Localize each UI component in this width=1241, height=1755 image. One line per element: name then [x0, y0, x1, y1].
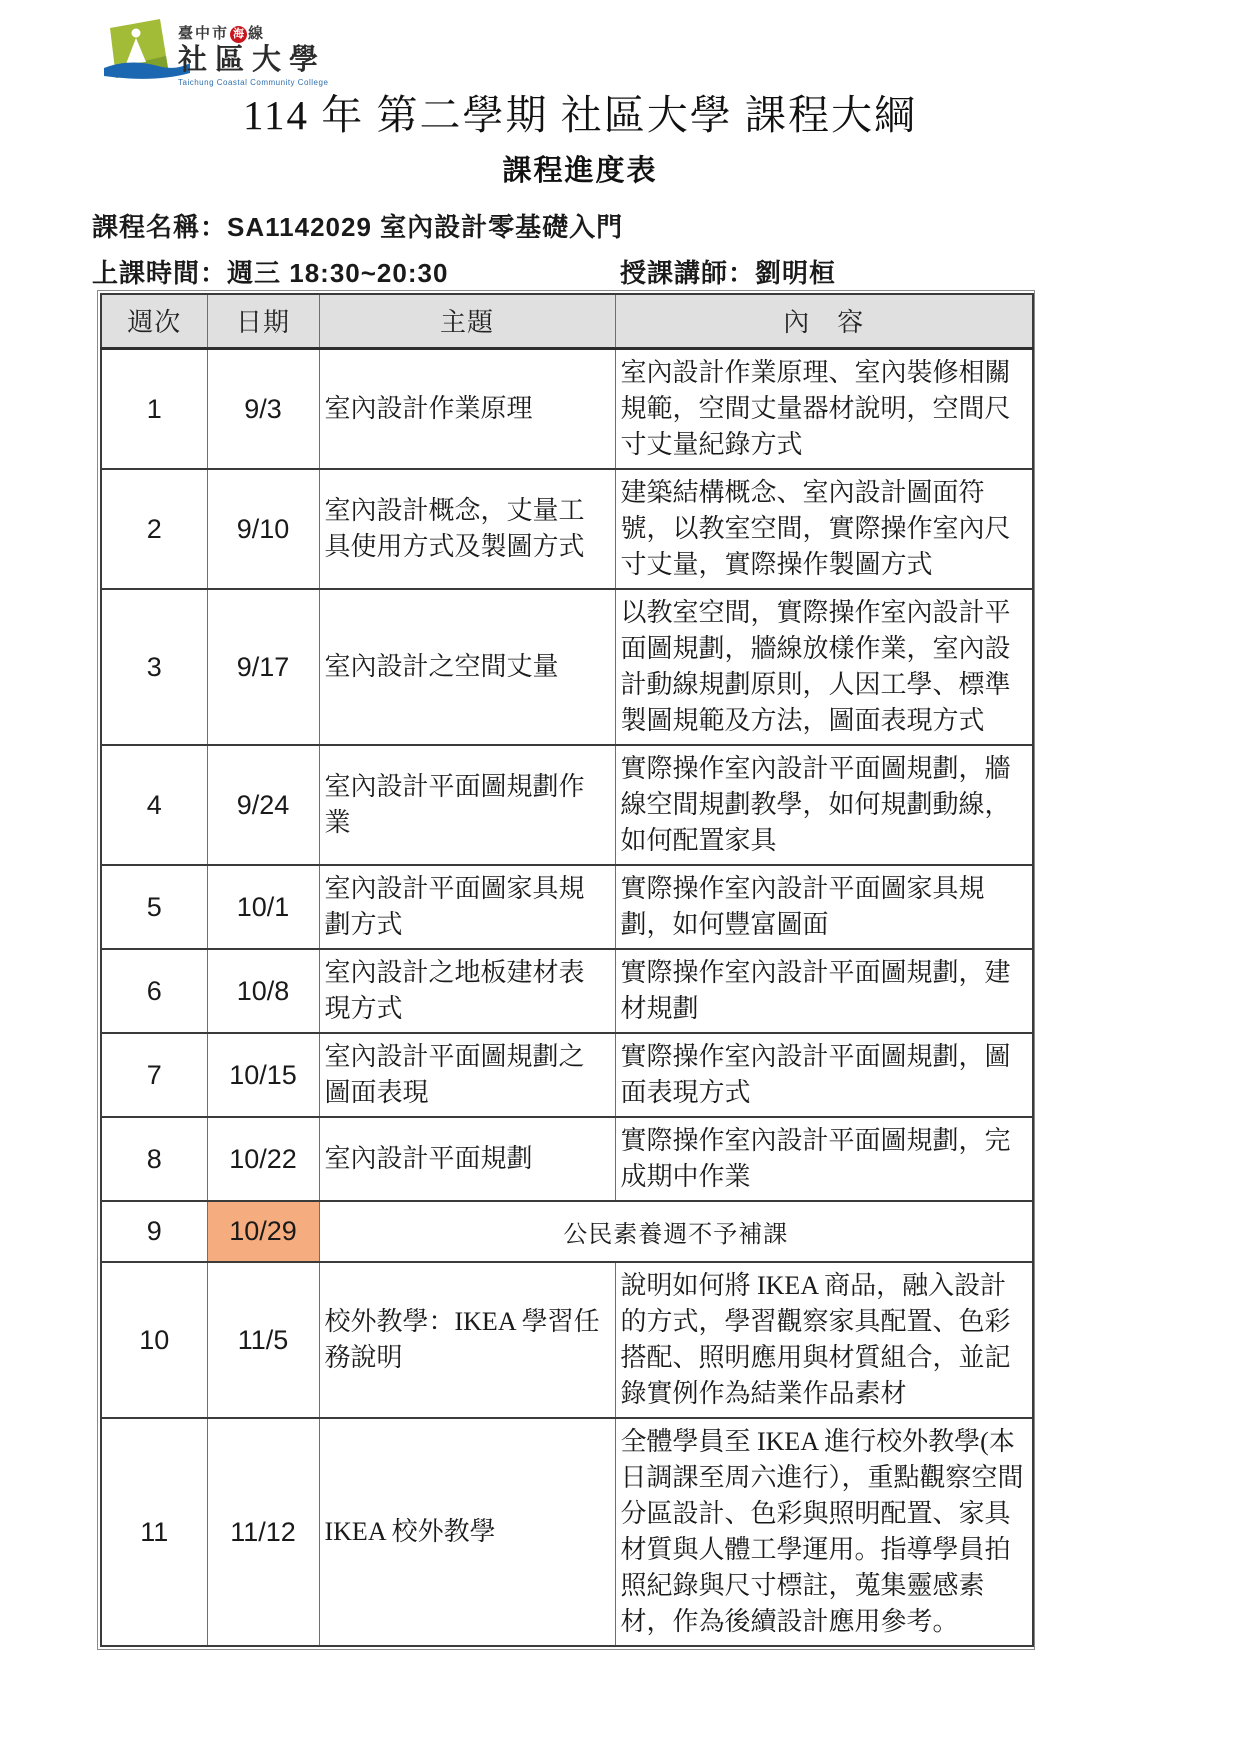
- week-cell: 9: [101, 1201, 207, 1262]
- schedule-table: [97, 290, 1035, 1650]
- instructor: 授課講師：劉明桓: [620, 258, 837, 288]
- table-row: [101, 1117, 1033, 1201]
- date-cell: 9/17: [207, 589, 319, 745]
- table-row: [101, 349, 1033, 470]
- content-cell: 實際操作室內設計平面圖家具規劃，如何豐富圖面: [615, 865, 1033, 949]
- date-cell: 10/15: [207, 1033, 319, 1117]
- table-row: [101, 745, 1033, 865]
- school-region: 臺中市 海 線: [178, 26, 266, 43]
- class-time: 上課時間：週三 18:30~20:30: [92, 258, 449, 288]
- table-row: [101, 1201, 1033, 1262]
- week-cell: 10: [101, 1262, 207, 1418]
- table-row: [101, 589, 1033, 745]
- week-cell: 1: [146, 393, 162, 424]
- week-cell: 6: [101, 949, 207, 1033]
- school-logo: [102, 16, 328, 92]
- topic-cell: 室內設計之空間丈量: [319, 589, 615, 745]
- week-cell: 7: [101, 1033, 207, 1117]
- topic-cell: 室內設計之地板建材表現方式: [319, 949, 615, 1033]
- header-date: 日期: [207, 294, 319, 349]
- course-name-line: [92, 207, 623, 244]
- topic-cell: 室內設計概念，丈量工具使用方式及製圖方式: [319, 469, 615, 589]
- content-cell: 實際操作室內設計平面圖規劃，牆線空間規劃教學，如何規劃動線，如何配置家具: [615, 745, 1033, 865]
- schedule-body: [101, 349, 1033, 1647]
- table-row: [101, 865, 1033, 949]
- table-row: [101, 1033, 1033, 1117]
- content-cell: 實際操作室內設計平面圖規劃，建材規劃: [615, 949, 1033, 1033]
- content-cell: 說明如何將 IKEA 商品，融入設計的方式，學習觀察家具配置、色彩搭配、照明應用與材質組合，並記錄實例作為結業作品素材: [615, 1262, 1033, 1418]
- page-subtitle: 課程進度表: [502, 155, 658, 187]
- date-cell: 9/10: [207, 469, 319, 589]
- header-topic: 主題: [319, 294, 615, 349]
- table-row: [101, 469, 1033, 589]
- date-cell: 10/1: [207, 865, 319, 949]
- course-name-label: 課程名稱：: [92, 212, 228, 242]
- content-cell: 實際操作室內設計平面圖規劃，圖面表現方式: [615, 1033, 1033, 1117]
- table-header: [101, 294, 1033, 349]
- table-row: [101, 1262, 1033, 1418]
- school-name-english: Taichung Coastal Community College: [178, 77, 329, 87]
- week-cell: 8: [101, 1117, 207, 1201]
- week-cell: 3: [101, 589, 207, 745]
- content-cell: 以教室空間，實際操作室內設計平面圖規劃，牆線放樣作業，室內設計動線規劃原則，人因工學、標準製圖規範及方法，圖面表現方式: [615, 589, 1033, 745]
- topic-cell: 室內設計作業原理: [319, 349, 615, 470]
- date-cell: 10/29: [207, 1201, 319, 1262]
- date-cell: 11/5: [207, 1262, 319, 1418]
- content-cell: 建築結構概念、室內設計圖面符號，以教室空間，實際操作室內尺寸丈量，實際操作製圖方式: [615, 469, 1033, 589]
- school-name: 社區大學: [178, 44, 327, 76]
- merged-note-cell: 公民素養週不予補課: [319, 1201, 1033, 1262]
- topic-cell: IKEA 校外教學: [319, 1418, 615, 1646]
- topic-cell: 室內設計平面圖規劃之圖面表現: [319, 1033, 615, 1117]
- date-cell: 9/3: [207, 349, 319, 470]
- school-logo-text: [178, 16, 328, 88]
- course-meta-line: [92, 253, 1152, 290]
- date-cell: 10/22: [207, 1117, 319, 1201]
- table-row: [101, 1418, 1033, 1646]
- week-cell: 5: [101, 865, 207, 949]
- content-cell: 全體學員至 IKEA 進行校外教學(本日調課至周六進行），重點觀察空間分區設計、色彩與照明配置、家具材質與人體工學運用。指導學員拍照紀錄與尺寸標註，蒐集靈感素材，作為後續設計應用參考。: [615, 1418, 1033, 1646]
- header-week: 週次: [101, 294, 207, 349]
- date-cell: 11/12: [207, 1418, 319, 1646]
- week-cell: 11: [101, 1418, 207, 1646]
- topic-cell: 室內設計平面圖家具規劃方式: [319, 865, 615, 949]
- topic-cell: 校外教學：IKEA 學習任務說明: [319, 1262, 615, 1418]
- content-cell: 室內設計作業原理、室內裝修相關規範，空間丈量器材說明，空間尺寸丈量紀錄方式: [615, 349, 1033, 470]
- page-title: 114 年 第二學期 社區大學 課程大綱: [243, 92, 917, 138]
- date-cell: 9/24: [207, 745, 319, 865]
- week-cell: 2: [101, 469, 207, 589]
- topic-cell: 室內設計平面圖規劃作業: [319, 745, 615, 865]
- table-row: [101, 949, 1033, 1033]
- week-cell: 4: [101, 745, 207, 865]
- topic-cell: 室內設計平面規劃: [319, 1117, 615, 1201]
- header-content: 內 容: [615, 294, 1033, 349]
- date-cell: 10/8: [207, 949, 319, 1033]
- course-name-value: SA1142029 室內設計零基礎入門: [227, 212, 624, 242]
- content-cell: 實際操作室內設計平面圖規劃，完成期中作業: [615, 1117, 1033, 1201]
- seal-icon: 海: [230, 26, 247, 43]
